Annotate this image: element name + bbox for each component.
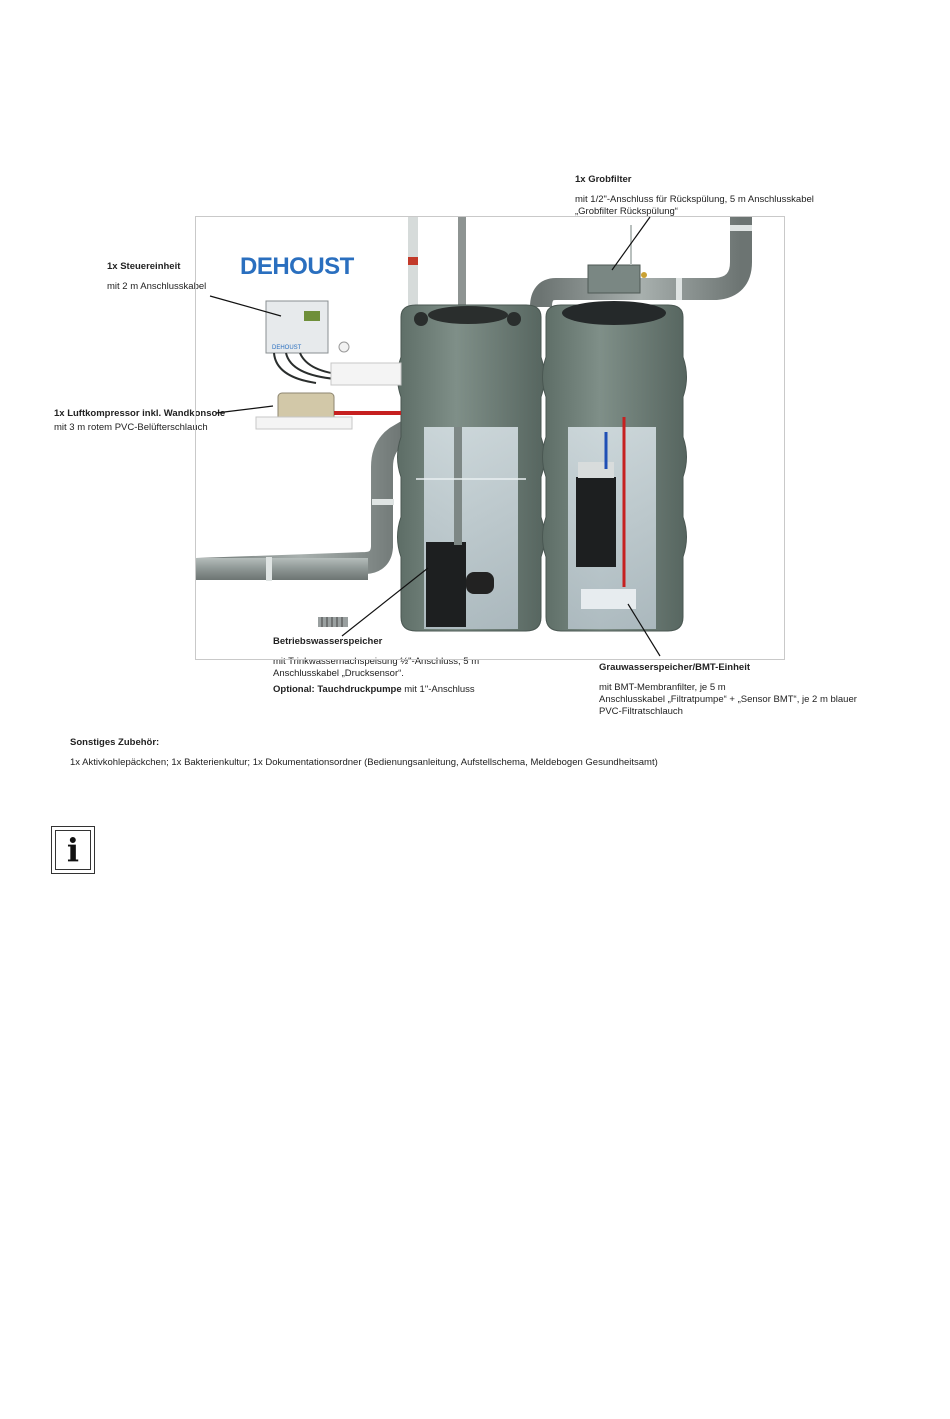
info-icon xyxy=(51,826,95,874)
pointer-grobfilter xyxy=(612,217,650,270)
optional-pump-desc: mit 1"-Anschluss xyxy=(401,684,475,695)
svg-text:DEHOUST: DEHOUST xyxy=(272,345,302,351)
luftkompressor-title: 1x Luftkompressor inkl. Wandkonsole xyxy=(54,408,226,419)
grauwasserspeicher-desc-1: mit BMT-Membranfilter, je 5 m xyxy=(599,682,726,693)
optional-pump-title: Optional: Tauchdruckpumpe xyxy=(273,684,402,695)
grobfilter-desc-2: „Grobfilter Rückspülung“ xyxy=(575,206,678,217)
dehoust-logo: DEHOUST xyxy=(240,253,354,280)
betriebswasserspeicher-desc-1: mit Trinkwassernachspeisung ½"-Anschluss, 5 m xyxy=(273,656,480,667)
pointer-grauwasserspeicher xyxy=(628,604,660,656)
grauwasserspeicher-title: Grauwasserspeicher/BMT-Einheit xyxy=(599,662,750,673)
steuereinheit-title: 1x Steuereinheit xyxy=(107,261,181,272)
betriebswasserspeicher-title: Betriebswasserspeicher xyxy=(273,636,383,647)
grobfilter-desc-1: mit 1/2"-Anschluss für Rückspülung, 5 m Anschlusskabel xyxy=(575,194,814,205)
grauwasserspeicher-desc-2: Anschlusskabel „Filtratpumpe“ + „Sensor BMT“, je 2 m blauer xyxy=(599,694,857,705)
pointer-steuereinheit xyxy=(210,296,281,316)
luftkompressor-desc: mit 3 m rotem PVC-Belüfterschlauch xyxy=(54,422,208,433)
zubehoer-section xyxy=(70,737,658,769)
info-icon-glyph: i xyxy=(55,830,91,870)
betriebswasserspeicher-desc-2: Anschlusskabel „Drucksensor“. xyxy=(273,668,404,679)
zubehoer-text: 1x Aktivkohlepäckchen; 1x Bakterienkultur; 1x Dokumentationsordner (Bedienungsanleitung, Aufstellschema, Meldebogen Gesundheitsamt) xyxy=(70,757,658,768)
pointer-luftkompressor xyxy=(216,406,273,413)
grobfilter-title: 1x Grobfilter xyxy=(575,174,632,185)
zubehoer-title: Sonstiges Zubehör: xyxy=(70,737,160,748)
grauwasserspeicher-desc-3: PVC-Filtratschlauch xyxy=(599,706,683,717)
pointer-betriebswasserspeicher xyxy=(342,568,428,636)
steuereinheit-desc: mit 2 m Anschlusskabel xyxy=(107,281,207,292)
